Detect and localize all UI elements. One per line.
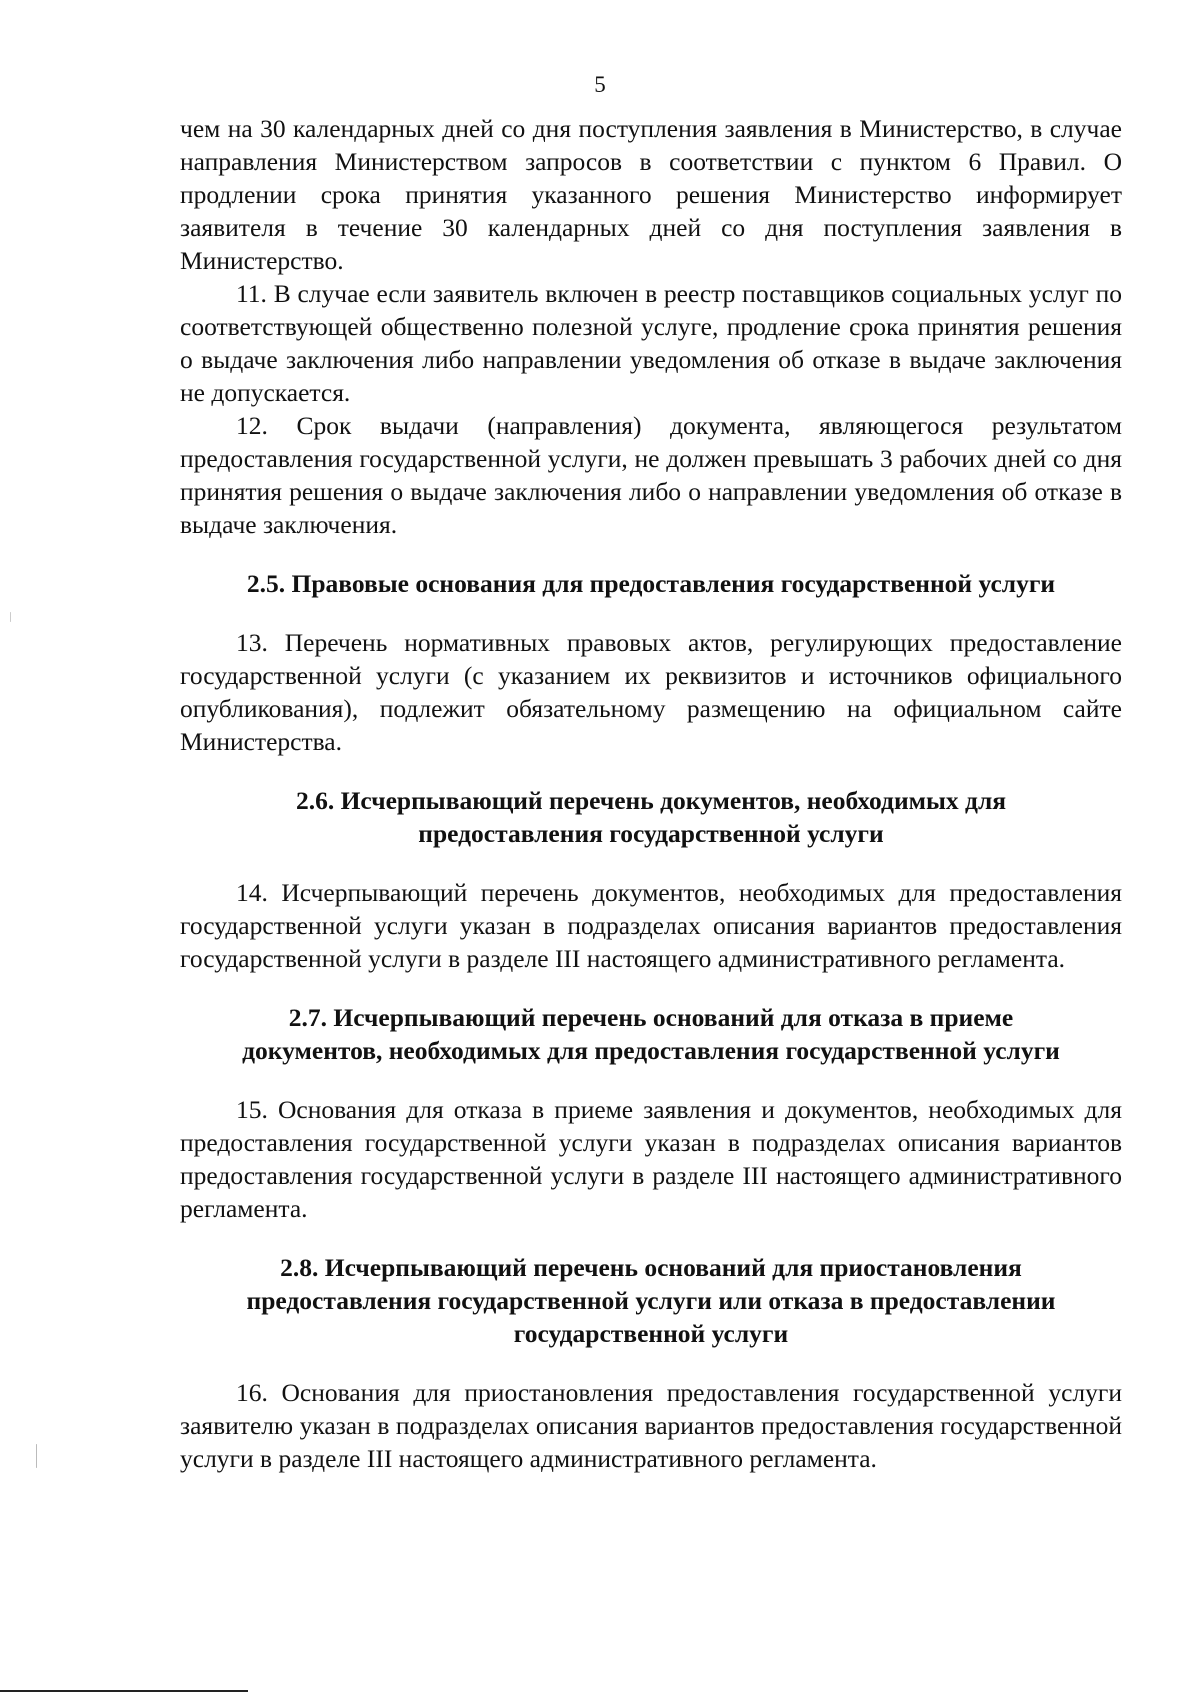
paragraph-13: 13. Перечень нормативных правовых актов, регулирующих предоставление государственной услуги (с указанием их реквизитов и источников официального опубликования), подлежит обязательному размещению на официальном сайте Министерства. [180, 628, 1122, 756]
heading-line: документов, необходимых для предоставления государственной услуги [242, 1036, 1060, 1065]
heading-line: 2.6. Исчерпывающий перечень документов, необходимых для [295, 786, 1007, 815]
heading-line: 2.8. Исчерпывающий перечень оснований для приостановления [280, 1253, 1022, 1282]
scan-speck [36, 1444, 37, 1468]
spacer [180, 1350, 1122, 1376]
paragraph-12: 12. Срок выдачи (направления) документа, являющегося результатом предоставления государственной услуги, не должен превышать 3 рабочих дней со дня принятия решения о выдаче заключения либо о направлении уведомления об отказе в выдаче заключения. [180, 411, 1122, 539]
paragraph-11: 11. В случае если заявитель включен в реестр поставщиков социальных услуг по соответствующей общественно полезной услуге, продление срока принятия решения о выдаче заключения либо направлении уведомления об отказе в выдаче заключения не допускается. [180, 279, 1122, 407]
section-heading-2-8 [180, 1251, 1122, 1350]
heading-line: государственной услуги [513, 1319, 789, 1348]
paragraph-14: 14. Исчерпывающий перечень документов, необходимых для предоставления государственной услуги указан в подразделах описания вариантов предоставления государственной услуги в разделе III настоящего административного регламента. [180, 878, 1122, 973]
spacer [180, 1225, 1122, 1251]
page-number: 5 [594, 72, 606, 97]
paragraph-16: 16. Основания для приостановления предоставления государственной услуги заявителю указан в подразделах описания вариантов предоставления государственной услуги в разделе III настоящего административного регламента. [180, 1378, 1122, 1473]
spacer [180, 975, 1122, 1001]
section-heading-2-5 [180, 567, 1122, 600]
spacer [180, 600, 1122, 626]
heading-line: 2.7. Исчерпывающий перечень оснований для отказа в приеме [288, 1003, 1014, 1032]
footnote-separator-line [0, 1690, 248, 1692]
paragraph-10-continuation: чем на 30 календарных дней со дня поступления заявления в Министерство, в случае направления Министерством запросов в соответствии с пунктом 6 Правил. О продлении срока принятия указанного решения Министерство информирует заявителя в течение 30 календарных дней со дня поступления заявления в Министерство. [180, 114, 1122, 275]
spacer [180, 1067, 1122, 1093]
spacer [180, 850, 1122, 876]
paragraph-15: 15. Основания для отказа в приеме заявления и документов, необходимых для предоставления государственной услуги указан в подразделах описания вариантов предоставления государственной услуги в разделе III настоящего административного регламента. [180, 1095, 1122, 1223]
document-body [180, 112, 1122, 1475]
scan-speck [10, 612, 11, 622]
heading-line: 2.5. Правовые основания для предоставления государственной услуги [246, 569, 1056, 598]
section-heading-2-6 [180, 784, 1122, 850]
spacer [180, 541, 1122, 567]
spacer [180, 758, 1122, 784]
section-heading-2-7 [180, 1001, 1122, 1067]
heading-line: предоставления государственной услуги или отказа в предоставлении [246, 1286, 1056, 1315]
heading-line: предоставления государственной услуги [418, 819, 884, 848]
